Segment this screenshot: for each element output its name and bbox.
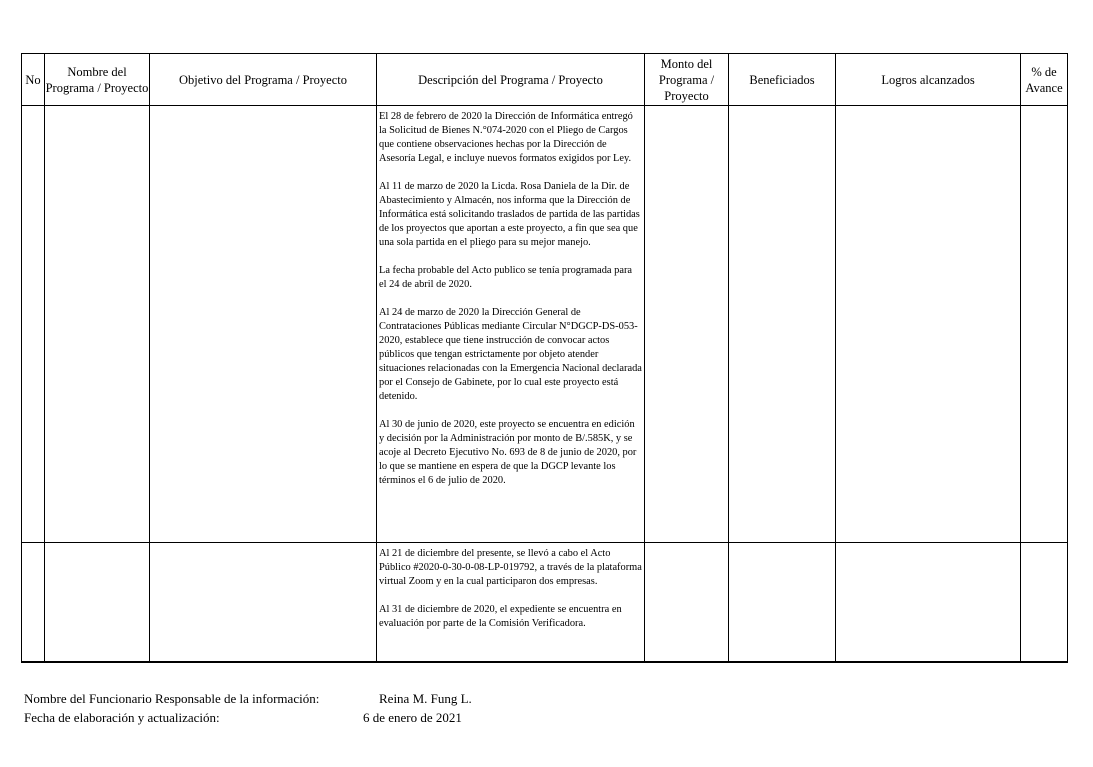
cell-monto [645,543,729,663]
cell-descripcion [377,106,645,543]
header-logros: Logros alcanzados [836,54,1021,106]
report-table [21,53,1068,663]
description-paragraph: Al 24 de marzo de 2020 la Dirección General de Contrataciones Públicas mediante Circular N°DGCP-DS-053-2020, establece que tiene instrucción de convocar actos públicos que tengan estrictamente por objeto atender situaciones relacionadas con la Emergencia Nacional declarada por el Consejo de Gabinete, por lo cual este proyecto está detenido. [379,307,642,402]
cell-descripcion [377,543,645,663]
cell-monto [645,106,729,543]
cell-no [22,543,45,663]
cell-beneficiados [729,543,836,663]
cell-beneficiados [729,106,836,543]
cell-nombre [45,543,150,663]
responsable-label: Nombre del Funcionario Responsable de la información: [24,691,320,706]
header-no: No [22,54,45,106]
fecha-label: Fecha de elaboración y actualización: [24,710,220,725]
table-row [22,106,1068,543]
description-paragraph: La fecha probable del Acto publico se tenía programada para el 24 de abril de 2020. [379,265,633,290]
cell-nombre [45,106,150,543]
fecha-value: 6 de enero de 2021 [363,710,462,725]
cell-logros [836,543,1021,663]
header-descripcion: Descripción del Programa / Proyecto [377,54,645,106]
table-row [22,543,1068,663]
header-beneficiados: Beneficiados [729,54,836,106]
cell-no [22,106,45,543]
cell-objetivo [150,106,377,543]
responsable-value: Reina M. Fung L. [379,691,472,706]
cell-logros [836,106,1021,543]
description-paragraph: Al 21 de diciembre del presente, se llevó a cabo el Acto Público #2020-0-30-0-08-LP-019792, a través de la plataforma virtual Zoom y en la cual participaron dos empresas. [379,548,642,587]
cell-avance [1021,543,1068,663]
description-paragraph: Al 31 de diciembre de 2020, el expediente se encuentra en evaluación por parte de la Comisión Verificadora. [379,604,622,629]
header-nombre: Nombre del Programa / Proyecto [45,54,150,106]
header-avance: % de Avance [1021,54,1068,106]
header-monto: Monto del Programa / Proyecto [645,54,729,106]
description-paragraph: Al 30 de junio de 2020, este proyecto se encuentra en edición y decisión por la Administración por monto de B/.585K, y se acoje al Decreto Ejecutivo No. 693 de 8 de junio de 2020, por lo que se mantiene en espera de que la DGCP levante los términos el 6 de julio de 2020. [379,419,637,486]
description-paragraph: Al 11 de marzo de 2020 la Licda. Rosa Daniela de la Dir. de Abastecimiento y Almacén, nos informa que la Dirección de Informática está solicitando traslados de partida de las partidas de los proyectos que aportan a este proyecto, a fin que sea que una sola partida en el pliego para su mejor manejo. [379,181,640,248]
cell-objetivo [150,543,377,663]
header-row [22,54,1068,106]
description-paragraph: El 28 de febrero de 2020 la Dirección de Informática entregó la Solicitud de Bienes N.°074-2020 con el Pliego de Cargos que contiene observaciones hechas por la Dirección de Asesoría Legal, e incluye nuevos formatos exigidos por Ley. [379,111,633,164]
cell-avance [1021,106,1068,543]
header-objetivo: Objetivo del Programa / Proyecto [150,54,377,106]
